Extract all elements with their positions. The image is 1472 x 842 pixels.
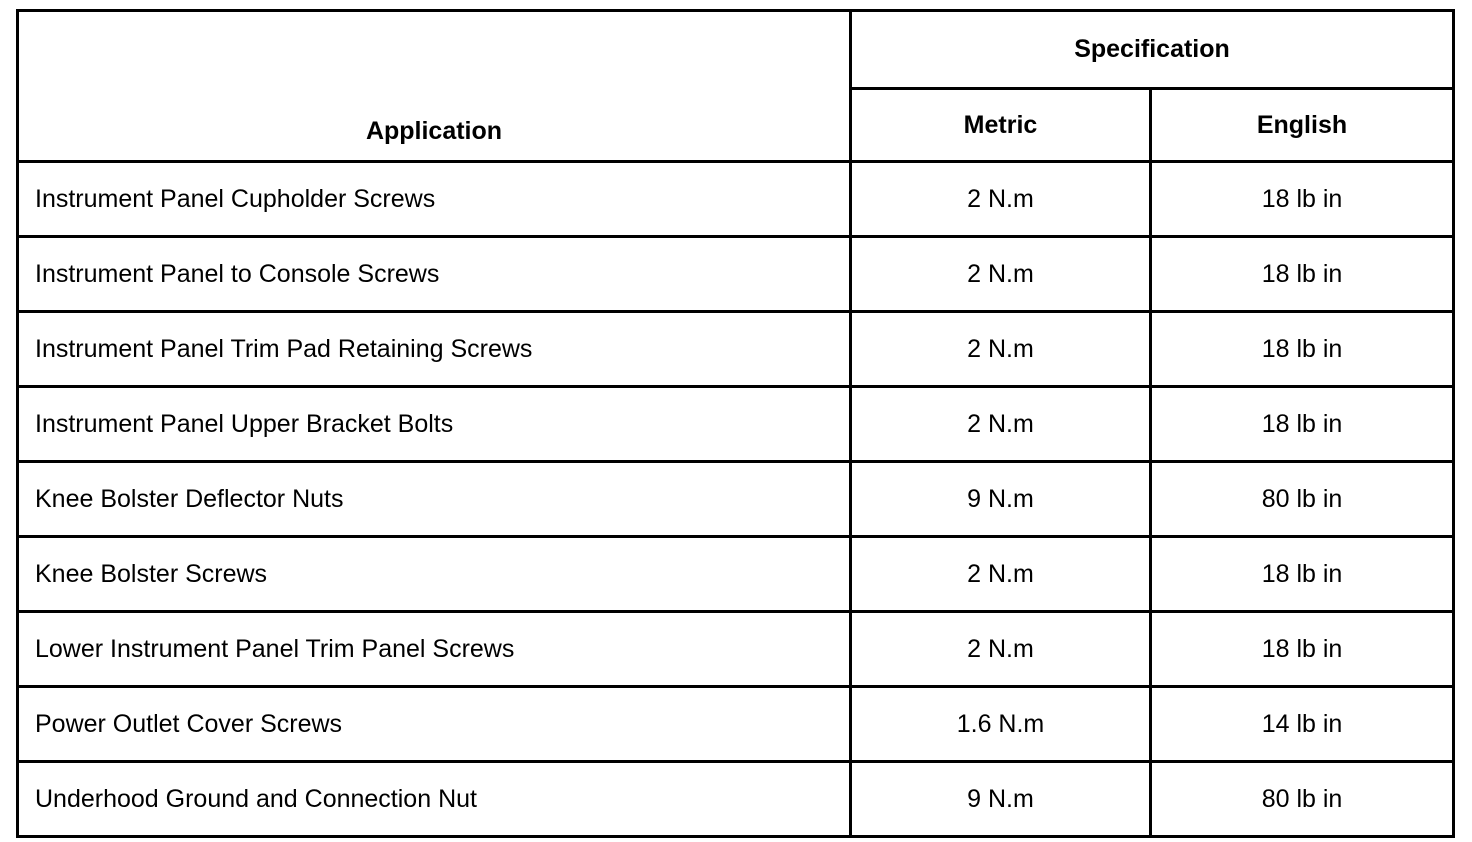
cell-english: 14 lb in: [1151, 687, 1454, 762]
table-row: [18, 762, 1454, 837]
cell-metric: 2 N.m: [851, 312, 1151, 387]
table-row: [18, 387, 1454, 462]
cell-english: 18 lb in: [1151, 387, 1454, 462]
table-row: [18, 162, 1454, 237]
table-row: [18, 612, 1454, 687]
cell-application: Lower Instrument Panel Trim Panel Screws: [18, 612, 851, 687]
cell-metric: 2 N.m: [851, 162, 1151, 237]
cell-metric: 2 N.m: [851, 387, 1151, 462]
cell-application: Instrument Panel Cupholder Screws: [18, 162, 851, 237]
table-body: [18, 162, 1454, 837]
table-row: [18, 462, 1454, 537]
cell-english: 80 lb in: [1151, 462, 1454, 537]
cell-metric: 9 N.m: [851, 762, 1151, 837]
cell-metric: 2 N.m: [851, 612, 1151, 687]
header-specification: Specification: [851, 11, 1454, 89]
table-row: [18, 312, 1454, 387]
cell-metric: 2 N.m: [851, 237, 1151, 312]
table-header: [18, 11, 1454, 162]
cell-metric: 1.6 N.m: [851, 687, 1151, 762]
header-metric: Metric: [851, 89, 1151, 162]
cell-application: Knee Bolster Screws: [18, 537, 851, 612]
cell-application: Knee Bolster Deflector Nuts: [18, 462, 851, 537]
table-row: [18, 537, 1454, 612]
cell-application: Instrument Panel Upper Bracket Bolts: [18, 387, 851, 462]
torque-spec-table: [16, 9, 1455, 838]
cell-application: Instrument Panel to Console Screws: [18, 237, 851, 312]
cell-english: 18 lb in: [1151, 612, 1454, 687]
cell-english: 18 lb in: [1151, 162, 1454, 237]
cell-metric: 2 N.m: [851, 537, 1151, 612]
cell-application: Instrument Panel Trim Pad Retaining Screws: [18, 312, 851, 387]
table-row: [18, 237, 1454, 312]
cell-application: Power Outlet Cover Screws: [18, 687, 851, 762]
cell-english: 18 lb in: [1151, 537, 1454, 612]
cell-application: Underhood Ground and Connection Nut: [18, 762, 851, 837]
table-row: [18, 687, 1454, 762]
header-english: English: [1151, 89, 1454, 162]
cell-metric: 9 N.m: [851, 462, 1151, 537]
header-application: Application: [18, 11, 851, 162]
cell-english: 80 lb in: [1151, 762, 1454, 837]
cell-english: 18 lb in: [1151, 237, 1454, 312]
cell-english: 18 lb in: [1151, 312, 1454, 387]
